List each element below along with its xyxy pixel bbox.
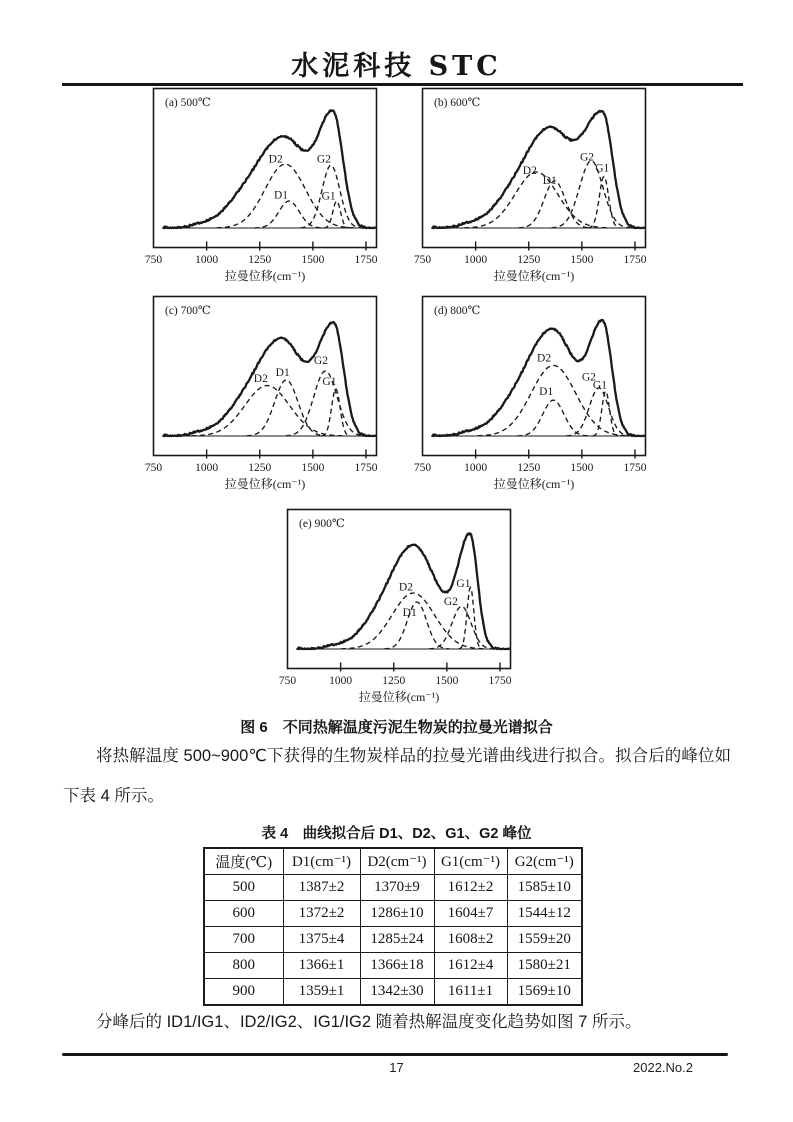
peak-label-D1: D1 xyxy=(402,607,417,619)
component-curve-G1 xyxy=(593,391,619,436)
panel-label: (b) 600℃ xyxy=(434,97,481,109)
header-rule xyxy=(62,83,743,86)
peak-label-G2: G2 xyxy=(313,354,328,367)
panel-label: (a) 500℃ xyxy=(165,97,211,109)
table-cell: 1580±21 xyxy=(507,953,582,979)
peak-label-D1: D1 xyxy=(539,386,554,399)
component-curve-D1 xyxy=(384,602,449,649)
x-tick-label: 1000 xyxy=(464,254,488,266)
x-tick-label: 1500 xyxy=(435,675,459,687)
table-cell: 1387±2 xyxy=(283,875,360,901)
peak-label-D2: D2 xyxy=(253,372,268,385)
paragraph-trend: 分峰后的 ID1/IG1、ID2/IG2、IG1/IG2 随着热解温度变化趋势如图 7 所示。 xyxy=(96,1013,642,1031)
table-row xyxy=(204,927,582,953)
panel-label: (c) 700℃ xyxy=(165,305,211,317)
table-cell: 1342±30 xyxy=(360,979,434,1006)
table-cell: 1544±12 xyxy=(507,901,582,927)
issue-label: 2022.No.2 xyxy=(633,1060,693,1075)
table-cell: 1612±2 xyxy=(434,875,507,901)
page-number: 17 xyxy=(389,1060,404,1075)
experimental-curve xyxy=(163,110,376,228)
table-cell: 1285±24 xyxy=(360,927,434,953)
table-cell: 1612±4 xyxy=(434,953,507,979)
peak-label-G1: G1 xyxy=(456,577,471,590)
raman-panel-d xyxy=(413,295,647,495)
component-curve-G1 xyxy=(324,201,350,228)
x-axis-label: 拉曼位移(cm⁻¹) xyxy=(224,477,306,491)
component-curve-D2 xyxy=(191,386,343,436)
x-tick-label: 1750 xyxy=(623,254,647,266)
x-axis-label: 拉曼位移(cm⁻¹) xyxy=(224,269,306,283)
peak-label-D1: D1 xyxy=(275,367,290,380)
experimental-curve xyxy=(432,111,645,228)
peak-label-D2: D2 xyxy=(268,153,283,166)
x-tick-label: 1500 xyxy=(570,462,594,474)
table-cell: 1359±1 xyxy=(283,979,360,1006)
table-cell: 900 xyxy=(204,979,283,1006)
component-curve-D2 xyxy=(464,172,608,228)
footer-rule xyxy=(62,1053,728,1056)
peak-position-table xyxy=(203,847,583,1006)
raman-panel-a xyxy=(144,87,378,287)
peak-label-D2: D2 xyxy=(537,352,552,365)
x-tick-label: 1500 xyxy=(301,462,325,474)
x-tick-label: 1500 xyxy=(301,254,325,266)
journal-title: 水泥科技 STC xyxy=(291,51,502,82)
raman-panel-b xyxy=(413,87,647,287)
x-tick-label: 1250 xyxy=(248,254,272,266)
experimental-curve xyxy=(163,322,376,436)
paragraph-fitting: 将热解温度 500~900℃下获得的生物炭样品的拉曼光谱曲线进行拟合。拟合后的峰位如下表 4 所示。 xyxy=(63,747,731,805)
table-cell: 800 xyxy=(204,953,283,979)
peak-label-D1: D1 xyxy=(273,189,289,202)
x-tick-label: 1000 xyxy=(195,254,219,266)
figure-caption: 图 6 不同热解温度污泥生物炭的拉曼光谱拟合 xyxy=(240,719,553,736)
peak-label-G2: G2 xyxy=(579,151,595,164)
x-tick-label: 1000 xyxy=(464,462,488,474)
x-tick-label: 1500 xyxy=(570,254,594,266)
table-cell: 600 xyxy=(204,901,283,927)
column-header-cell: G1(cm⁻¹) xyxy=(434,848,507,875)
table-row xyxy=(204,901,582,927)
component-curve-D1 xyxy=(254,201,323,228)
x-tick-label: 1750 xyxy=(623,462,647,474)
raman-spectrum-plot-d xyxy=(413,295,647,495)
raman-panel-e xyxy=(278,508,512,708)
table-cell: 1286±10 xyxy=(360,901,434,927)
component-curve-D1 xyxy=(247,380,326,436)
table-cell: 1608±2 xyxy=(434,927,507,953)
table-cell: 1375±4 xyxy=(283,927,360,953)
x-tick-label: 750 xyxy=(144,254,163,266)
table-row xyxy=(204,875,582,901)
panel-label: (d) 800℃ xyxy=(434,305,481,317)
x-tick-label: 1750 xyxy=(354,254,378,266)
x-axis-label: 拉曼位移(cm⁻¹) xyxy=(358,690,440,704)
column-header-cell: D2(cm⁻¹) xyxy=(360,848,434,875)
table-cell: 1604±7 xyxy=(434,901,507,927)
x-tick-label: 750 xyxy=(413,462,432,474)
peak-label-D2: D2 xyxy=(522,164,537,177)
table-cell: 1366±18 xyxy=(360,953,434,979)
raman-spectrum-plot-a xyxy=(144,87,378,287)
x-tick-label: 1250 xyxy=(248,462,272,474)
raman-panel-c xyxy=(144,295,378,495)
peak-label-G2: G2 xyxy=(316,153,331,166)
peak-label-G1: G1 xyxy=(592,379,607,392)
column-header-cell: D1(cm⁻¹) xyxy=(283,848,360,875)
raman-spectrum-plot-e xyxy=(278,508,512,708)
peak-label-D2: D2 xyxy=(398,581,413,594)
raman-spectrum-plot-b xyxy=(413,87,647,287)
peak-label-G1: G1 xyxy=(322,376,337,389)
table-cell: 1569±10 xyxy=(507,979,582,1006)
component-curve-G1 xyxy=(321,389,350,436)
table-cell: 500 xyxy=(204,875,283,901)
table-cell: 1611±1 xyxy=(434,979,507,1006)
table-cell: 700 xyxy=(204,927,283,953)
column-header-cell: G2(cm⁻¹) xyxy=(507,848,582,875)
table-row xyxy=(204,979,582,1006)
component-curve-D1 xyxy=(517,400,589,436)
table-cell: 1370±9 xyxy=(360,875,434,901)
x-tick-label: 1750 xyxy=(488,675,512,687)
table-cell: 1585±10 xyxy=(507,875,582,901)
x-tick-label: 1250 xyxy=(517,254,541,266)
table-cell: 1372±2 xyxy=(283,901,360,927)
x-tick-label: 1250 xyxy=(382,675,406,687)
raman-spectrum-plot-c xyxy=(144,295,378,495)
column-header-cell: 温度(℃) xyxy=(204,848,283,875)
panel-label: (e) 900℃ xyxy=(299,518,345,530)
table-title: 表 4 曲线拟合后 D1、D2、G1、G2 峰位 xyxy=(261,826,532,842)
x-tick-label: 1250 xyxy=(517,462,541,474)
peak-label-D1: D1 xyxy=(542,174,557,187)
x-tick-label: 750 xyxy=(413,254,432,266)
plot-frame xyxy=(154,89,377,248)
peak-label-G1: G1 xyxy=(595,162,610,175)
table-header-row xyxy=(204,848,582,875)
x-axis-label: 拉曼位移(cm⁻¹) xyxy=(493,477,575,491)
x-axis-label: 拉曼位移(cm⁻¹) xyxy=(493,269,575,283)
table-row xyxy=(204,953,582,979)
x-tick-label: 1000 xyxy=(195,462,219,474)
peak-label-G1: G1 xyxy=(321,190,336,203)
table-cell: 1366±1 xyxy=(283,953,360,979)
x-tick-label: 750 xyxy=(278,675,297,687)
table-cell: 1559±20 xyxy=(507,927,582,953)
peak-label-G2: G2 xyxy=(443,595,458,608)
peak-label-G2: G2 xyxy=(581,371,596,384)
x-tick-label: 1750 xyxy=(354,462,378,474)
x-tick-label: 1000 xyxy=(329,675,353,687)
x-tick-label: 750 xyxy=(144,462,163,474)
